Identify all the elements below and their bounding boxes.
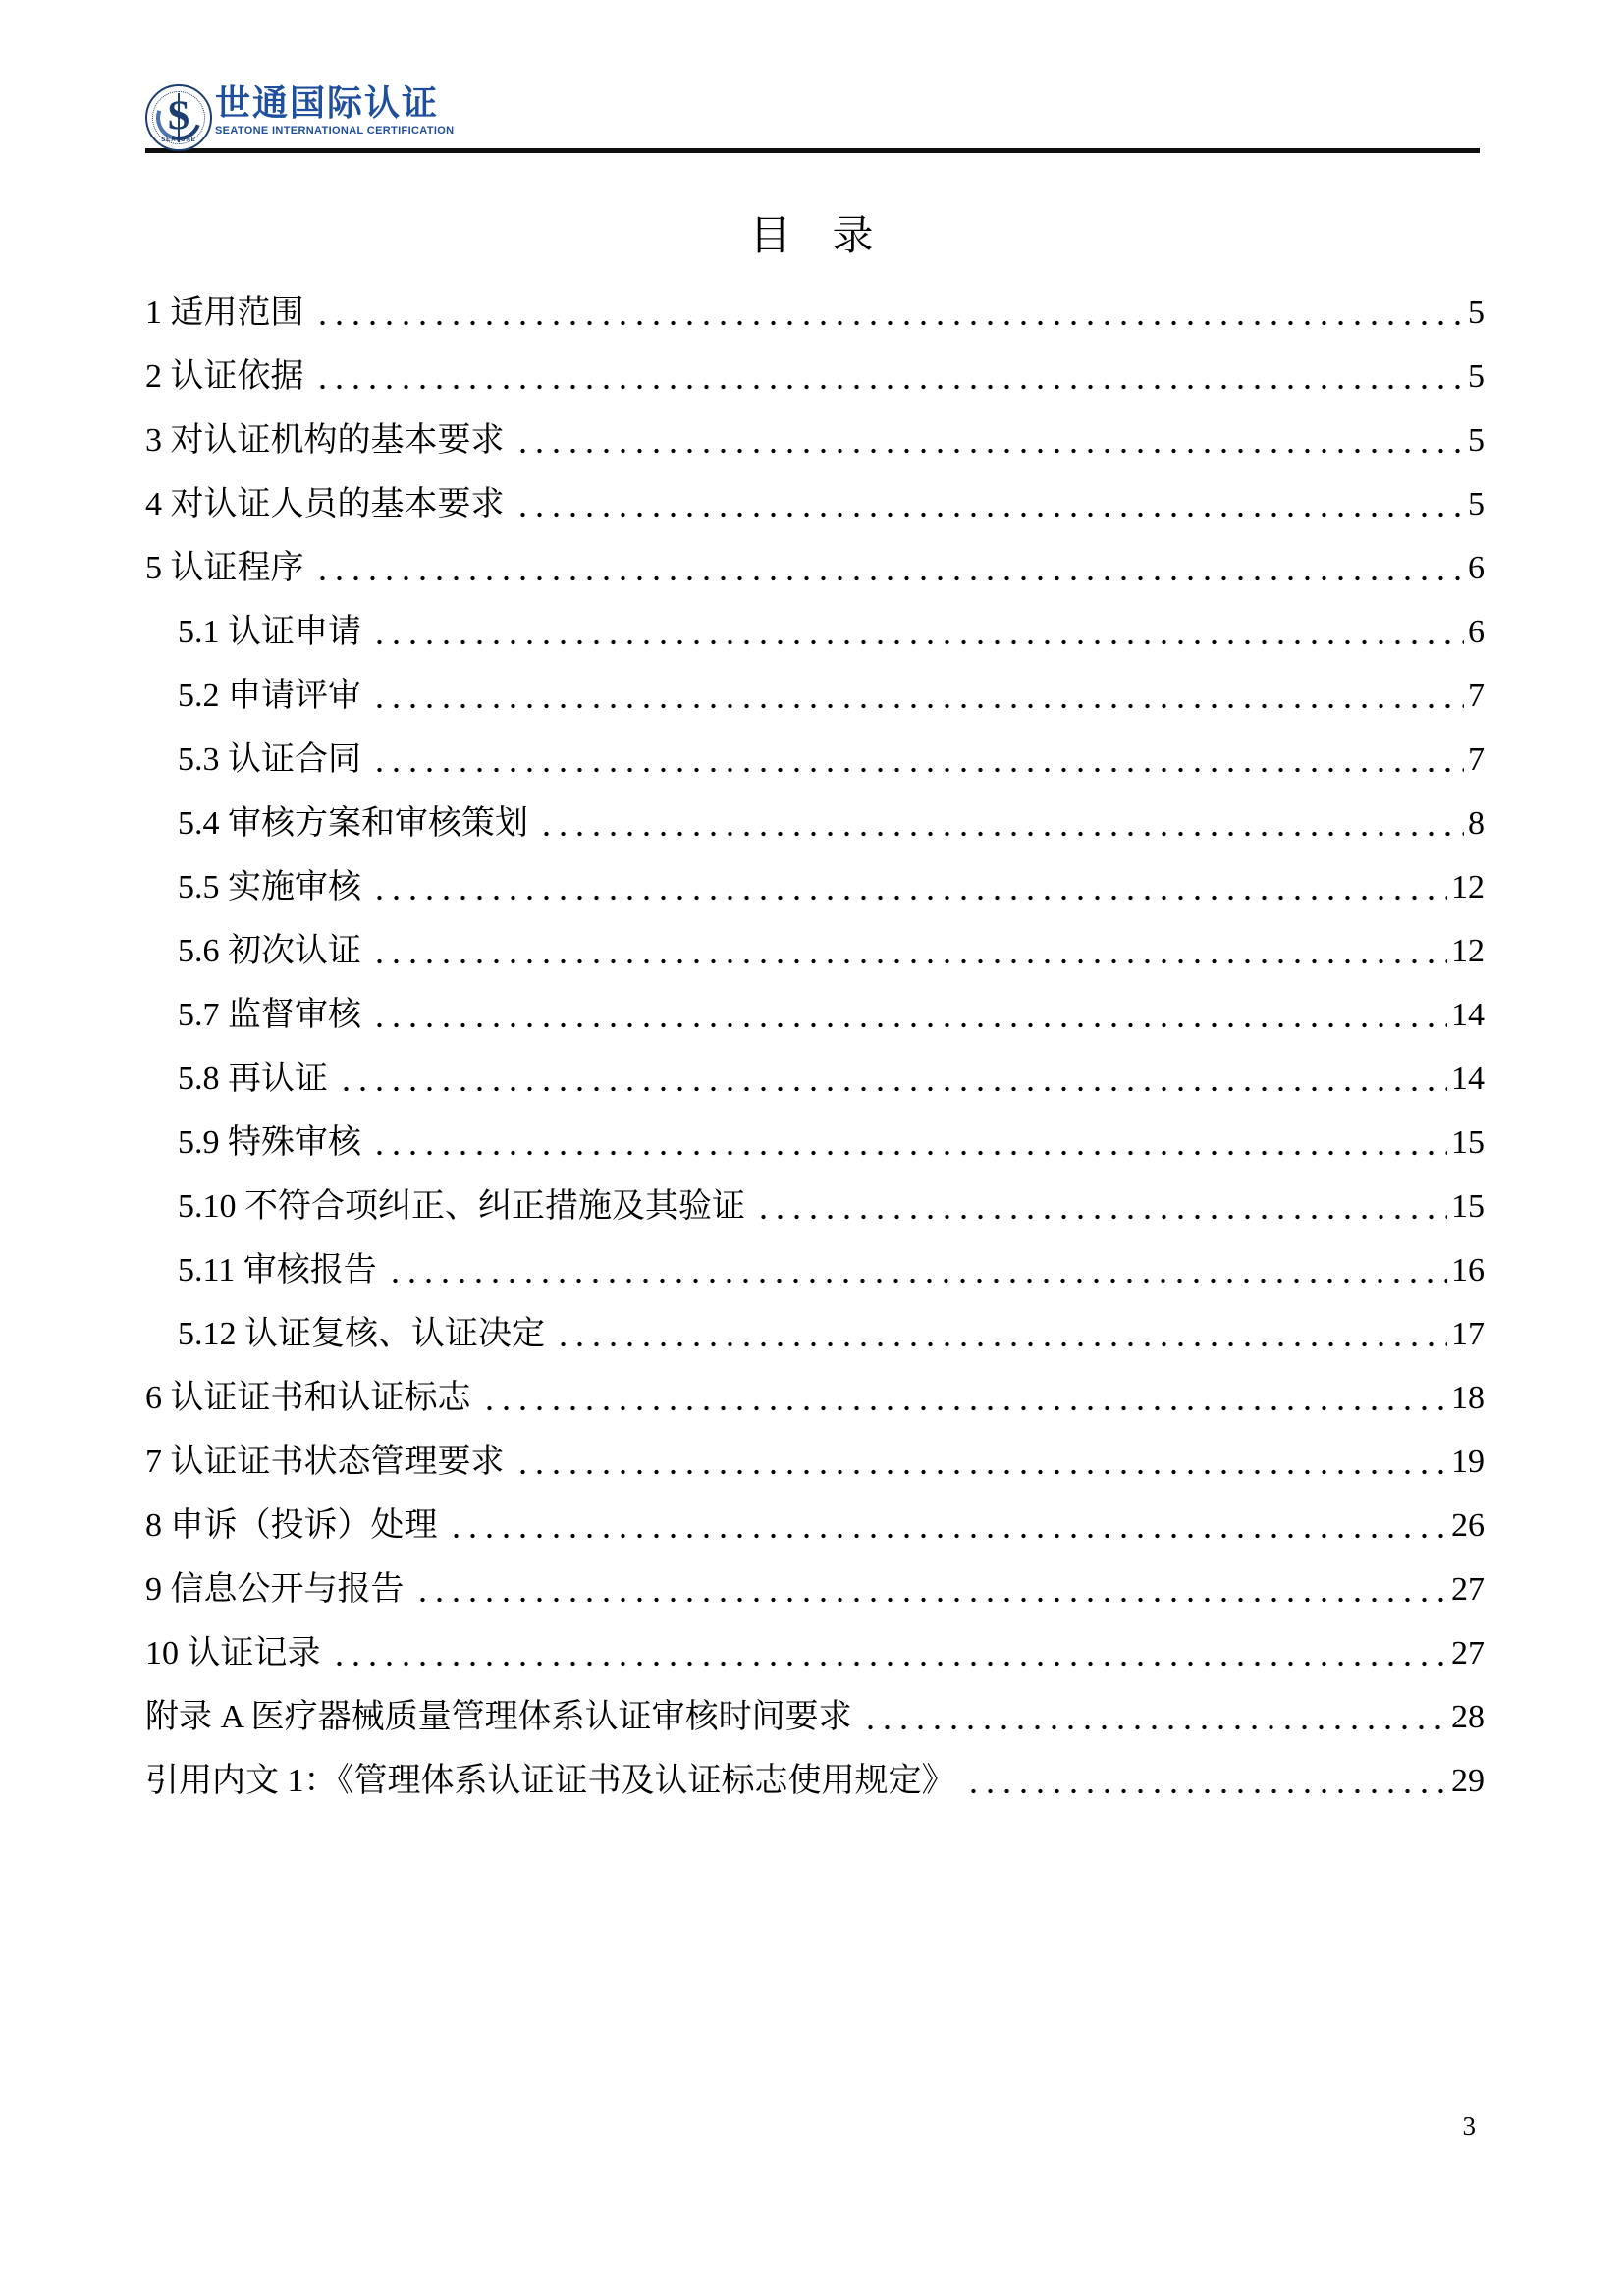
toc-dot-leader — [331, 1661, 1448, 1667]
toc-entry-label: 10 认证记录 — [145, 1635, 321, 1671]
toc-entry[interactable] — [145, 342, 1485, 406]
toc-dot-leader — [314, 320, 1465, 326]
toc-dot-leader — [371, 639, 1464, 645]
toc-dot-leader — [387, 1278, 1447, 1284]
toc-entry-label: 5.9 特殊审核 — [178, 1124, 361, 1161]
toc-entry[interactable] — [145, 597, 1485, 661]
toc-entry-page-number: 16 — [1451, 1252, 1485, 1288]
toc-dot-leader — [371, 958, 1447, 964]
toc-entry-page-number: 18 — [1451, 1380, 1485, 1416]
toc-entry-page-number: 15 — [1451, 1188, 1485, 1225]
toc-entry[interactable] — [145, 533, 1485, 597]
toc-entry-page-number: 27 — [1451, 1635, 1485, 1671]
toc-entry-page-number: 27 — [1451, 1571, 1485, 1608]
toc-dot-leader — [481, 1405, 1448, 1411]
toc-entry-page-number: 5 — [1468, 486, 1485, 522]
toc-entry[interactable] — [145, 1618, 1485, 1682]
toc-entry[interactable] — [145, 852, 1485, 916]
toc-entry[interactable] — [145, 789, 1485, 852]
toc-entry-label: 5.5 实施审核 — [178, 869, 361, 905]
toc-entry-page-number: 28 — [1451, 1699, 1485, 1735]
toc-entry-label: 5.8 再认证 — [178, 1061, 328, 1097]
toc-entry[interactable] — [145, 1235, 1485, 1299]
toc-entry-label: 4 对认证人员的基本要求 — [145, 486, 505, 522]
toc-entry[interactable] — [145, 980, 1485, 1044]
toc-entry-label: 5.2 申请评审 — [178, 678, 361, 714]
toc-entry-page-number: 29 — [1451, 1763, 1485, 1799]
toc-entry-label: 5.3 认证合同 — [178, 741, 361, 778]
toc-dot-leader — [514, 448, 1465, 454]
toc-dot-leader — [862, 1724, 1447, 1730]
toc-entry-page-number: 7 — [1468, 741, 1485, 778]
toc-dot-leader — [448, 1533, 1448, 1539]
toc-entry[interactable] — [145, 1172, 1485, 1235]
toc-entry-label: 5.6 初次认证 — [178, 933, 361, 969]
toc-dot-leader — [538, 831, 1464, 837]
toc-entry[interactable] — [145, 725, 1485, 789]
toc-entry-label: 5.10 不符合项纠正、纠正措施及其验证 — [178, 1188, 745, 1225]
toc-dot-leader — [371, 1022, 1447, 1028]
toc-entry-page-number: 15 — [1451, 1124, 1485, 1161]
toc-entry-label: 5.12 认证复核、认证决定 — [178, 1316, 545, 1352]
toc-entry-label: 7 认证证书状态管理要求 — [145, 1444, 505, 1480]
toc-dot-leader — [514, 1469, 1448, 1475]
toc-entry-page-number: 12 — [1451, 933, 1485, 969]
page-number: 3 — [1462, 2111, 1476, 2141]
toc-dot-leader — [371, 895, 1447, 901]
logo-name-chinese: 世通国际认证 — [215, 82, 440, 123]
toc-entry-page-number: 14 — [1451, 997, 1485, 1033]
toc-entry-page-number: 5 — [1468, 422, 1485, 459]
toc-entry-page-number: 8 — [1468, 805, 1485, 842]
logo-emblem-icon — [145, 84, 212, 151]
toc-entry-page-number: 19 — [1451, 1444, 1485, 1480]
toc-entry-page-number: 5 — [1468, 358, 1485, 395]
logo-text-block — [215, 82, 454, 137]
toc-dot-leader — [371, 1150, 1447, 1156]
toc-entry-page-number: 14 — [1451, 1061, 1485, 1097]
toc-list — [145, 278, 1485, 1810]
toc-dot-leader — [338, 1086, 1447, 1092]
toc-entry-label: 附录 A 医疗器械质量管理体系认证审核时间要求 — [145, 1699, 852, 1735]
toc-entry[interactable] — [145, 1491, 1485, 1555]
toc-entry-page-number: 6 — [1468, 550, 1485, 586]
toc-dot-leader — [414, 1597, 1448, 1603]
toc-entry[interactable] — [145, 278, 1485, 342]
toc-entry[interactable] — [145, 916, 1485, 980]
logo-name-english: SEATONE INTERNATIONAL CERTIFICATION — [215, 125, 455, 137]
toc-dot-leader — [755, 1214, 1447, 1220]
toc-entry[interactable] — [145, 1363, 1485, 1427]
toc-dot-leader — [555, 1341, 1447, 1347]
toc-entry[interactable] — [145, 469, 1485, 533]
toc-dot-leader — [514, 512, 1465, 518]
toc-entry[interactable] — [145, 1746, 1485, 1810]
toc-dot-leader — [371, 767, 1464, 773]
company-logo — [145, 82, 454, 151]
toc-entry[interactable] — [145, 406, 1485, 469]
toc-entry-label: 1 适用范围 — [145, 295, 304, 331]
toc-entry-page-number: 26 — [1451, 1507, 1485, 1544]
toc-entry[interactable] — [145, 1299, 1485, 1363]
toc-dot-leader — [965, 1788, 1448, 1794]
emblem-bottom-text: SEATONE — [161, 137, 196, 143]
toc-entry-page-number: 7 — [1468, 678, 1485, 714]
toc-entry[interactable] — [145, 1682, 1485, 1746]
toc-entry-label: 5.1 认证申请 — [178, 614, 361, 650]
emblem-letter: S — [167, 93, 190, 139]
toc-entry[interactable] — [145, 1044, 1485, 1108]
toc-dot-leader — [314, 575, 1465, 581]
toc-entry[interactable] — [145, 1555, 1485, 1618]
page-title: 目 录 — [749, 214, 874, 259]
toc-entry[interactable] — [145, 661, 1485, 725]
toc-dot-leader — [371, 703, 1464, 709]
toc-entry-page-number: 5 — [1468, 295, 1485, 331]
toc-entry[interactable] — [145, 1108, 1485, 1172]
toc-entry-label: 2 认证依据 — [145, 358, 304, 395]
toc-entry-label: 6 认证证书和认证标志 — [145, 1380, 471, 1416]
toc-entry-label: 5.11 审核报告 — [178, 1252, 377, 1288]
toc-entry-page-number: 17 — [1451, 1316, 1485, 1352]
toc-entry-page-number: 6 — [1468, 614, 1485, 650]
toc-entry-label: 5 认证程序 — [145, 550, 304, 586]
toc-entry-page-number: 12 — [1451, 869, 1485, 905]
toc-dot-leader — [314, 384, 1465, 390]
toc-entry-label: 3 对认证机构的基本要求 — [145, 422, 505, 459]
toc-entry-label: 引用内文 1：《管理体系认证证书及认证标志使用规定》 — [145, 1763, 955, 1799]
toc-entry-label: 5.7 监督审核 — [178, 997, 361, 1033]
toc-entry-label: 5.4 审核方案和审核策划 — [178, 805, 528, 842]
toc-entry-label: 9 信息公开与报告 — [145, 1571, 405, 1608]
toc-entry[interactable] — [145, 1427, 1485, 1491]
toc-entry-label: 8 申诉（投诉）处理 — [145, 1507, 438, 1544]
